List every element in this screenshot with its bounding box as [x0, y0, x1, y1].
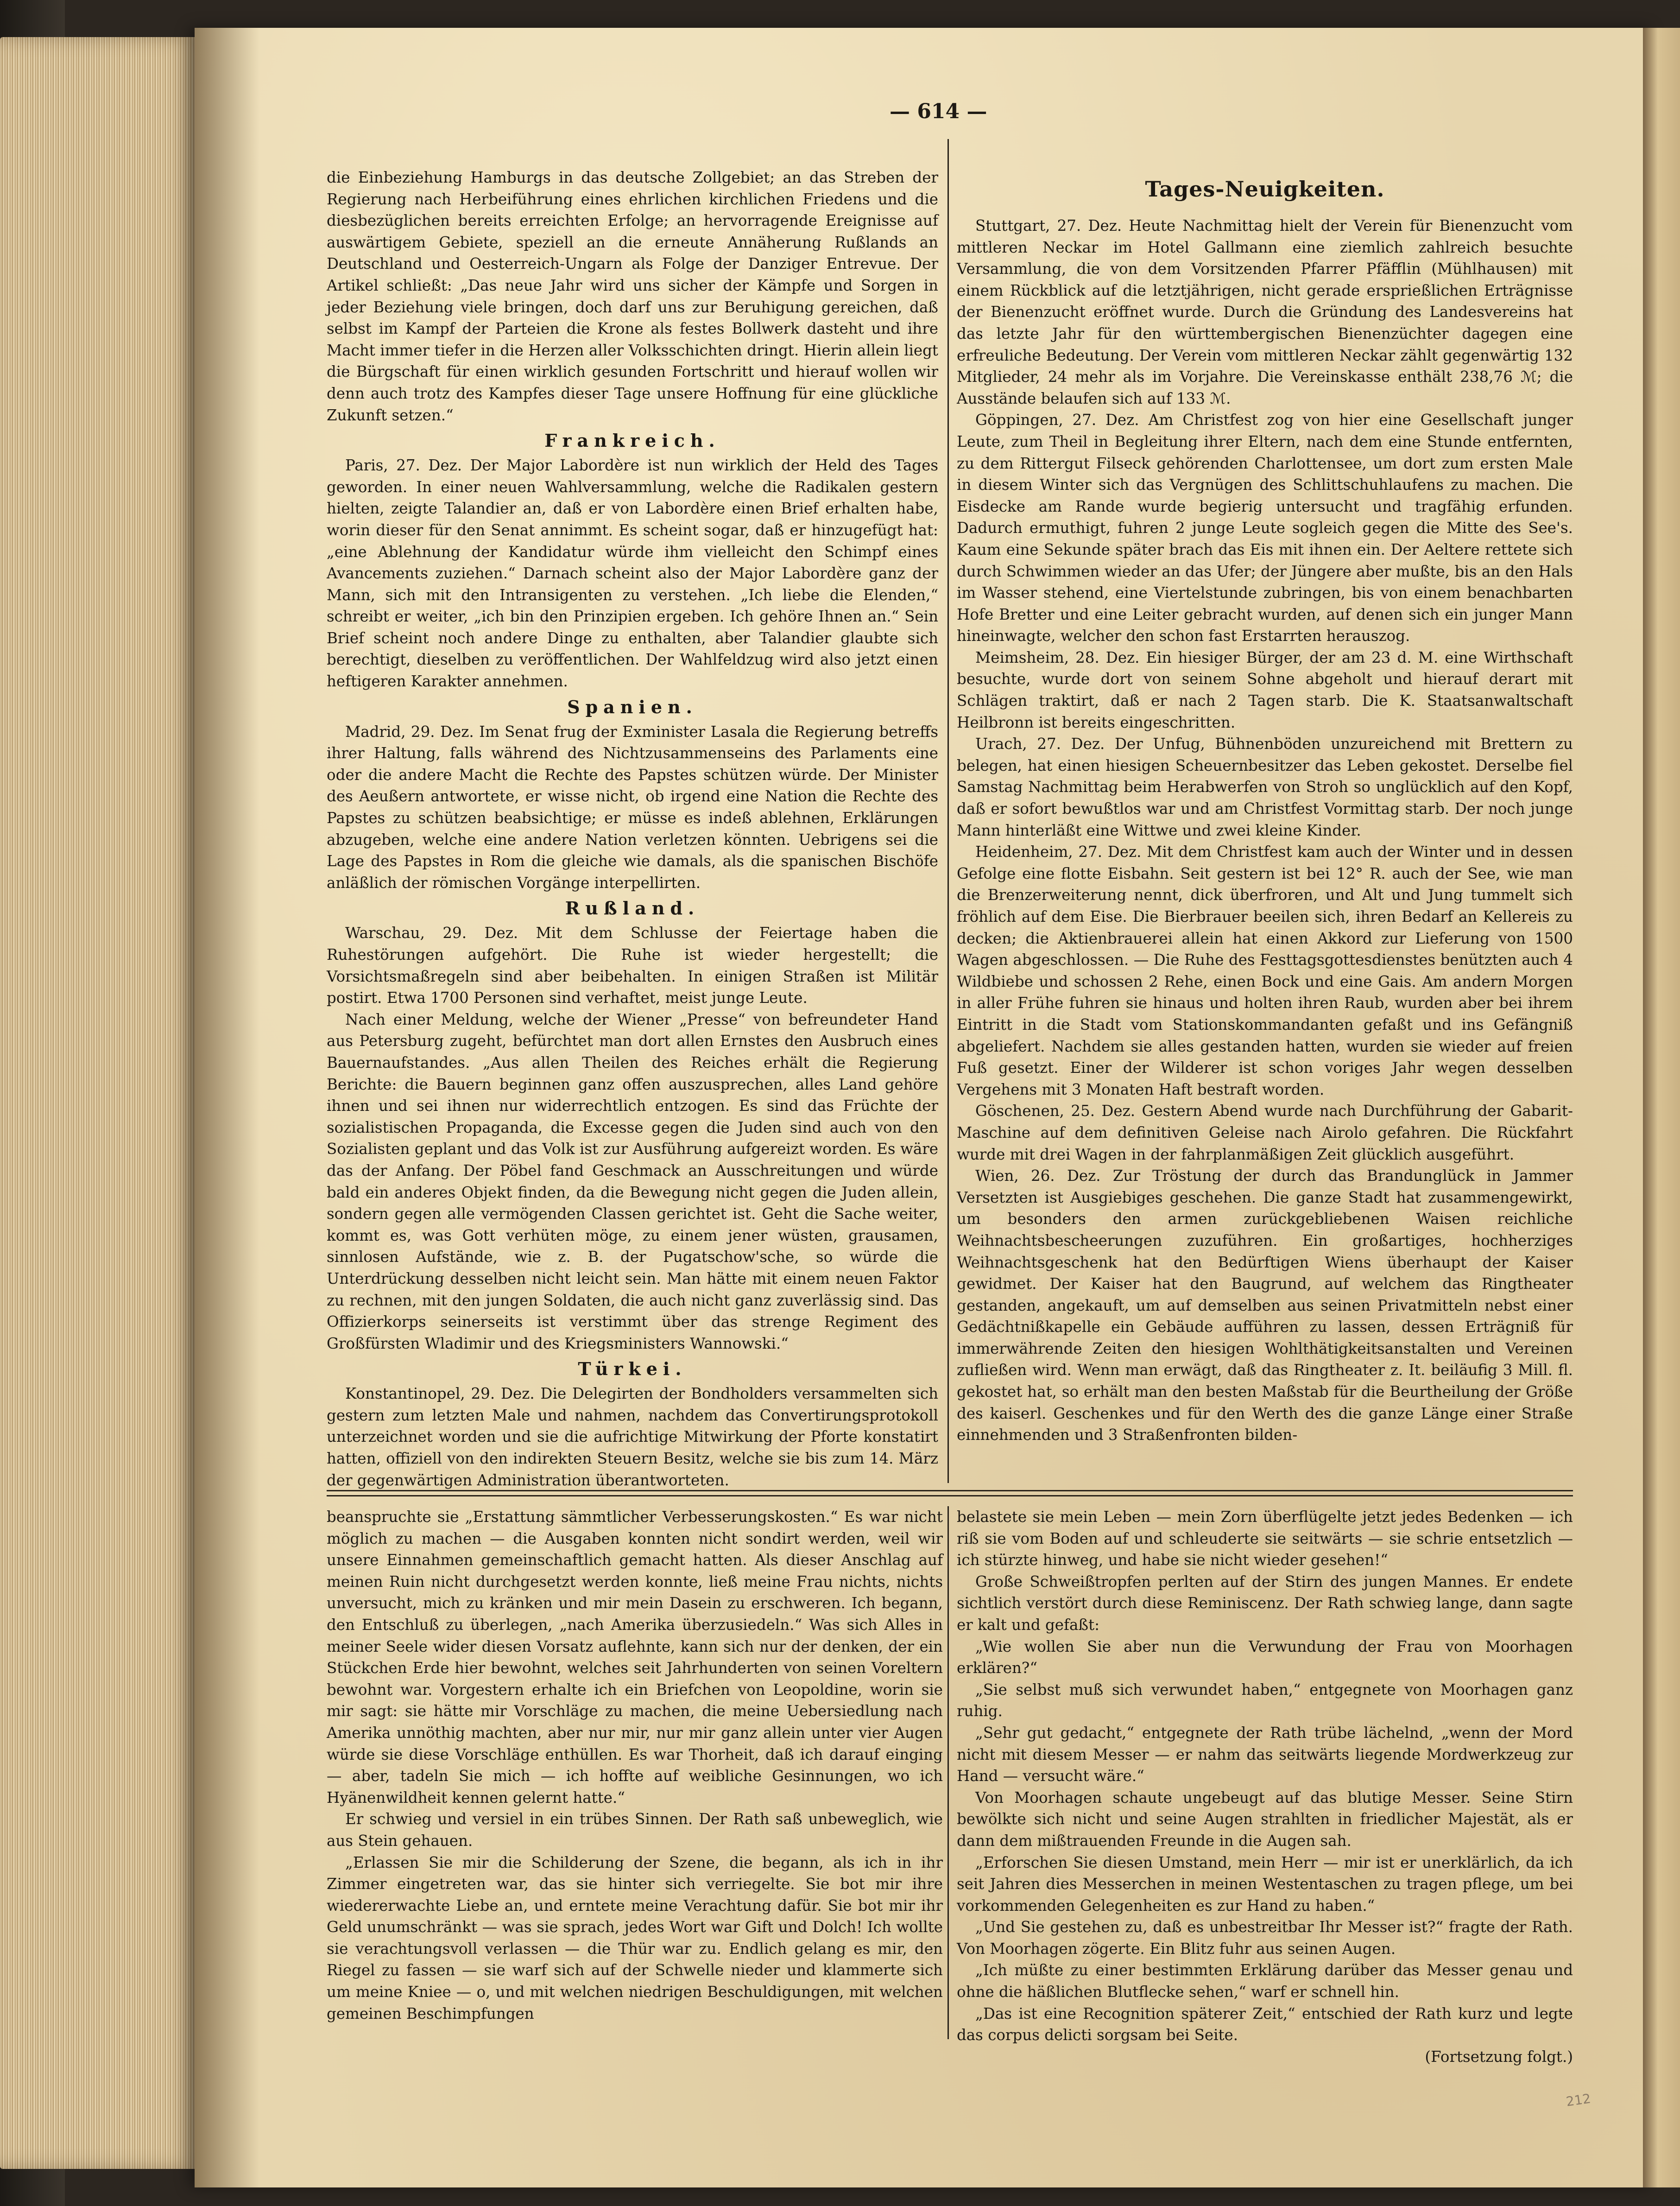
section-title-tages-neuigkeiten: Tages-Neuigkeiten.: [1145, 177, 1385, 202]
article-madrid: Madrid, 29. Dez. Im Senat frug der Exminister Lasala die Regierung betreffs ihrer Haltung, falls während des Nichtzusammenseins des Parlaments eine oder die andere Macht die Rechte des Papstes schützen würde. Der Minister des Aeußern antwortete, er wisse nicht, ob irgend eine Nation die Rechte des Papstes zu schützen beabsichtige; er müsse es indeß ablehnen, Erklärungen abzugeben, welche eine andere Nation verletzen könnten. Uebrigens sei die Lage des Papstes in Rom die gleiche wie damals, als die spanischen Bischöfe anläßlich der römischen Vorgänge interpellirten.: [327, 723, 938, 892]
article-germany-end: die Einbeziehung Hamburgs in das deutsche Zollgebiet; an das Streben der Regierung nach Herbeiführung eines ehrlichen kirchlichen Friedens und die diesbezüglichen bereits erreichten Erfolge; an hervorragende Ereignisse auf auswärtigem Gebiete, speziell an die erneute Annäherung Rußlands an Deutschland und Oesterreich-Ungarn als Folge der Danziger Entrevue. Der Artikel schließt: „Das neue Jahr wird uns sicher der Kämpfe und Sorgen in jeder Beziehung viele bringen, doch darf uns zur Beruhigung gereichen, daß selbst im Kampf der Parteien die Krone als festes Bollwerk dasteht und ihre Macht immer tiefer in die Herzen aller Volksschichten dringt. Hierin allein liegt die Bürgschaft für einen wirklich gesunden Fortschritt und hierauf wollen wir denn auch trotz des Kampfes dieser Tage unsere Hoffnung für eine glückliche Zukunft setzen.“: [327, 169, 938, 424]
feuilleton-paragraph: „Erforschen Sie diesen Umstand, mein Herr — mir ist er unerklärlich, da ich seit Jahren dies Messerchen in meinen Westentaschen zu tragen pflege, um bei vorkommenden Gelegenheiten es zur Hand zu haben.“: [957, 1853, 1573, 1914]
section-heading-russland: Rußland.: [565, 898, 700, 919]
feuilleton-paragraph: „Und Sie gestehen zu, daß es unbestreitbar Ihr Messer ist?“ fragte der Rath. Von Moorhagen zögerte. Ein Blitz fuhr aus seinen Augen.: [957, 1918, 1573, 1958]
feuilleton-paragraph: Von Moorhagen schaute ungebeugt auf das blutige Messer. Seine Stirn bewölkte sich nicht und seine Augen strahlten in friedlicher Majestät, als er dann dem mißtrauenden Freunde in die Augen sah.: [957, 1788, 1573, 1850]
article-urach: Urach, 27. Dez. Der Unfug, Bühnenböden unzureichend mit Brettern zu belegen, hat einen hiesigen Scheuernbesitzer das Leben gekostet. Derselbe fiel Samstag Nachmittag beim Herabwerfen von Stroh so unglücklich auf den Kopf, daß er sofort bewußtlos war und am Christfest Vormittag starb. Der noch junge Mann hinterläßt eine Wittwe und zwei kleine Kinder.: [957, 735, 1573, 839]
column-divider: [947, 139, 949, 1483]
feuilleton-paragraph: beanspruchte sie „Erstattung sämmtlicher Verbesserungskosten.“ Es war nicht möglich zu machen — die Ausgaben konnten nicht sondirt werden, weil wir unsere Einnahmen gemeinschaftlich gemacht hatten. Als dieser Anschlag auf meinen Ruin nicht durchgesetzt werden konnte, ließ meine Frau nichts, nichts unversucht, mich zu kränken und mir mein Dasein zu erschweren. Ich begann, den Entschluß zu überlegen, „nach Amerika überzusiedeln.“ Was sich Alles in meiner Seele wider diesen Vorsatz auflehnte, kann sich nur der denken, der ein Stückchen Erde hier bewohnt, welches seit Jahrhunderten von seinen Voreltern bewohnt war. Vorgestern erhalte ich ein Briefchen von Leopoldine, worin sie mir sagt: sie hätte mir Vorschläge zu machen, die meine Uebersiedlung nach Amerika unnöthig machten, aber nur mir, nur mir ganz allein unter vier Augen würde sie diese Vorschläge enthüllen. Es war Thorheit, daß ich darauf einging — aber, tadeln Sie mich — ich hoffte auf weibliche Gesinnungen, wo ich Hyänenwildheit kennen gelernt hatte.“: [327, 1508, 943, 1807]
article-meimsheim: Meimsheim, 28. Dez. Ein hiesiger Bürger, der am 23 d. M. eine Wirthschaft besuchte, wurde dort von seinem Sohne abgeholt und hierauf derart mit Schlägen traktirt, daß er nach 2 Tagen starb. Die K. Staatsanwaltschaft Heilbronn ist bereits eingeschritten.: [957, 648, 1573, 731]
article-stuttgart: Stuttgart, 27. Dez. Heute Nachmittag hielt der Verein für Bienenzucht vom mittleren Neckar im Hotel Gallmann eine ziemlich zahlreich besuchte Versammlung, die von dem Vorsitzenden Pfarrer Pfäfflin (Mühlhausen) mit einem Rückblick auf die letztjährigen, nicht gerade ersprießlichen Erträgnisse der Bienenzucht eröffnet wurde. Durch die Gründung des Landesvereins hat das letzte Jahr für den württembergischen Bienenzüchter dagegen eine erfreuliche Bedeutung. Der Verein vom mittleren Neckar zählt gegenwärtig 132 Mitglieder, 24 mehr als im Vorjahre. Die Vereinskasse enthält 238,76 ℳ; die Ausstände belaufen sich auf 133 ℳ.: [957, 217, 1573, 407]
feuilleton-paragraph: „Erlassen Sie mir die Schilderung der Szene, die begann, als ich in ihr Zimmer eingetreten war, das sie hinter sich verriegelte. Sie bot mir ihre wiedererwachte Liebe an, und erntete meine Verachtung dafür. Sie bot mir ihr Geld unumschränkt — was sie sprach, jedes Wort war Gift und Dolch! Ich wollte sie verachtungsvoll verlassen — die Thür war zu. Endlich gelang es mir, den Riegel zu fassen — sie warf sich auf der Schwelle nieder und klammerte sich um meine Kniee — o, und mit welchen niedrigen Beschuldigungen, mit welchen gemeinen Beschimpfungen: [327, 1853, 943, 2022]
page-number: — 614 —: [890, 100, 987, 123]
column-daily-news: [957, 176, 1573, 1478]
article-wien: Wien, 26. Dez. Zur Tröstung der durch das Brandunglück in Jammer Versetzten ist Ausgiebiges geschehen. Die ganze Stadt hat zusammengewirkt, um besonders den armen zurückgebliebenen Waisen reichliche Weihnachtsbescheerungen zuzuführen. Ein großartiges, hochherziges Weihnachtsgeschenk hat den Bedürftigen Wiens überhaupt der Kaiser gewidmet. Der Kaiser hat den Baugrund, auf welchem das Ringtheater gestanden, angekauft, um auf demselben aus seinen Privatmitteln nebst einer Gedächtnißkapelle ein Gebäude aufführen zu lassen, dessen Erträgniß für immerwährende Zeiten den hiesigen Wohlthätigkeitsanstalten und Vereinen zufließen wird. Wenn man erwägt, daß das Ringtheater z. It. beiläufig 3 Mill. fl. gekostet hat, so erhält man den besten Maßstab für die Beurtheilung der Größe des kaiserl. Geschenkes und für den Werth des die ganze Länge einer Straße einnehmenden und 3 Straßenfronten bilden-: [957, 1167, 1573, 1444]
article-petersburg: Nach einer Meldung, welche der Wiener „Presse“ von befreundeter Hand aus Petersburg zugeht, befürchtet man dort allen Ernstes den Ausbruch eines Bauernaufstandes. „Aus allen Theilen des Reiches erhält die Regierung Berichte: die Bauern beginnen ganz offen auszusprechen, alles Land gehöre ihnen und sei ihnen nur widerrechtlich entzogen. Es sind das Früchte der sozialistischen Propaganda, die Excesse gegen die Juden sind auch von den Sozialisten geplant und das Volk ist zur Ausführung aufgereizt worden. Es wäre das der Anfang. Der Pöbel fand Geschmack an Ausschreitungen und würde bald ein anderes Objekt finden, da die Bewegung nicht gegen die Juden allein, sondern gegen alle vermögenden Classen gerichtet ist. Geht die Sache weiter, kommt es, was Gott verhüten möge, zu einem jener wüsten, grausamen, sinnlosen Aufstände, wie z. B. der Pugatschow'sche, so würde die Unterdrückung desselben nicht leicht sein. Man hätte mit einem neuen Faktor zu rechnen, mit den jungen Soldaten, die auch nicht ganz zuverlässig sind. Das Offizierkorps seinerseits ist verstimmt über das strenge Regiment des Großfürsten Wladimir und des Kriegsministers Wannowski.“: [327, 1010, 938, 1352]
column-divider-feuilleton: [947, 1506, 949, 2039]
feuilleton-right: [957, 1506, 1573, 2066]
section-heading-tuerkei: Türkei.: [578, 1358, 687, 1380]
feuilleton-paragraph: belastete sie mein Leben — mein Zorn überflügelte jetzt jedes Bedenken — ich riß sie vom Boden auf und schleuderte sie seitwärts — sie schrie entsetzlich — ich stürzte hinweg, und habe sie nicht wieder gesehen!“: [957, 1508, 1573, 1569]
section-heading-frankreich: Frankreich.: [544, 430, 720, 451]
next-page-edge: [1643, 28, 1680, 2187]
feuilleton-left: [327, 1506, 943, 2030]
article-goeppingen: Göppingen, 27. Dez. Am Christfest zog von hier eine Gesellschaft junger Leute, zum Theil in Begleitung ihrer Eltern, nach dem eine Stunde entfernten, zu dem Rittergut Filseck gehörenden Charlottensee, um dort zum ersten Male in diesem Winter sich das Vergnügen des Schlittschuhlaufens zu machen. Die Eisdecke am Rande wurde begierig untersucht und tragfähig erfunden. Dadurch ermuthigt, fuhren 2 junge Leute sogleich gegen die Mitte des See's. Kaum eine Sekunde später brach das Eis mit ihnen ein. Der Aeltere rettete sich durch Schwimmen wieder an das Ufer; der Jüngere aber mußte, bis an den Hals im Wasser stehend, eine Viertelstunde zubringen, bis von einem benachbarten Hofe Bretter und eine Leiter gebracht wurden, auf denen sich ein junger Mann hineinwagte, welcher den schon fast Erstarrten herauszog.: [957, 411, 1573, 645]
feuilleton-paragraph: „Wie wollen Sie aber nun die Verwundung der Frau von Moorhagen erklären?“: [957, 1637, 1573, 1677]
article-goeschenen: Göschenen, 25. Dez. Gestern Abend wurde nach Durchführung der Gabarit-Maschine auf dem definitiven Geleise nach Airolo gefahren. Die Rückfahrt wurde mit drei Wagen in der fahrplanmäßigen Zeit glücklich ausgeführt.: [957, 1102, 1573, 1163]
article-konstantinopel: Konstantinopel, 29. Dez. Die Delegirten der Bondholders versammelten sich gestern zum letzten Male und nahmen, nachdem das Convertirungsprotokoll unterzeichnet worden und sie die aufrichtige Mitwirkung der Pforte konstatirt hatten, offiziell von den indirekten Steuern Besitz, welche sie bis zum 14. März der gegenwärtigen Administration überantworteten.: [327, 1385, 938, 1489]
feuilleton-paragraph: „Sie selbst muß sich verwundet haben,“ entgegnete von Moorhagen ganz ruhig.: [957, 1680, 1573, 1720]
section-heading-spanien: Spanien.: [567, 696, 698, 717]
article-heidenheim: Heidenheim, 27. Dez. Mit dem Christfest kam auch der Winter und in dessen Gefolge eine flotte Eisbahn. Seit gestern ist bei 12° R. auch der See, wie man die Brenzerweiterung nennt, dick überfroren, und Alt und Jung tummelt sich fröhlich auf dem Eise. Die Bierbrauer beeilen sich, ihren Bedarf an Kellereis zu decken; die Aktienbrauerei allein hat einen Akkord zur Lieferung von 1500 Wagen abgeschlossen. — Die Ruhe des Festtagsgottesdienstes benützten auch 4 Wildbiebe und schossen 2 Rehe, einen Bock und eine Gais. Am andern Morgen in aller Frühe fuhren sie hinaus und holten ihren Raub, wurden aber bei ihrem Eintritt in die Stadt vom Stationskommandanten gefaßt und ins Gefängniß abgeliefert. Nachdem sie alles gestanden hatten, wurden sie wieder auf freien Fuß gesetzt. Einer der Wilderer ist schon voriges Jahr wegen desselben Vergehens mit 3 Monaten Haft bestraft worden.: [957, 843, 1573, 1098]
feuilleton-paragraph: „Sehr gut gedacht,“ entgegnete der Rath trübe lächelnd, „wenn der Mord nicht mit diesem Messer — er nahm das seitwärts liegende Mordwerkzeug zur Hand — versucht wäre.“: [957, 1724, 1573, 1785]
feuilleton-paragraph: Er schwieg und versiel in ein trübes Sinnen. Der Rath saß unbeweglich, wie aus Stein gehauen.: [327, 1810, 943, 1850]
book-page-edges: [0, 37, 195, 2169]
column-politics: [327, 167, 938, 1489]
article-paris: Paris, 27. Dez. Der Major Labordère ist nun wirklich der Held des Tages geworden. In einer neuen Wahlversammlung, welche die Radikalen gestern hielten, zeigte Talandier an, daß er von Labordère einen Brief erhalten habe, worin dieser für den Senat annimmt. Es scheint sogar, daß er hinzugefügt hat: „eine Ablehnung der Kandidatur würde ihm vielleicht den Schimpf eines Avancements zuziehen.“ Darnach scheint also der Major Labordère ganz der Mann, sich mit den Intransigenten zu verstehen. „Ich liebe die Elenden,“ schreibt er weiter, „ich bin den Prinzipien ergeben. Ich gehöre Ihnen an.“ Sein Brief scheint noch andere Dinge zu enthalten, aber Talandier glaubte sich berechtigt, dieselben zu veröffentlichen. Der Wahlfeldzug wird also jetzt einen heftigeren Karakter annehmen.: [327, 456, 938, 691]
feuilleton-paragraph: „Ich müßte zu einer bestimmten Erklärung darüber das Messer genau und ohne die häßlichen Blutflecke sehen,“ warf er schnell hin.: [957, 1961, 1573, 2001]
pencil-annotation: 212: [1565, 2091, 1592, 2110]
feuilleton-paragraph: „Das ist eine Recognition späterer Zeit,“ entschied der Rath kurz und legte das corpus delicti sorgsam bei Seite.: [957, 2004, 1573, 2044]
article-warschau: Warschau, 29. Dez. Mit dem Schlusse der Feiertage haben die Ruhestörungen aufgehört. Die Ruhe ist wieder hergestellt; die Vorsichtsmaßregeln sind aber beibehalten. In einigen Straßen ist Militär postirt. Etwa 1700 Personen sind verhaftet, meist junge Leute.: [327, 924, 938, 1007]
feuilleton-paragraph: Große Schweißtropfen perlten auf der Stirn des jungen Mannes. Er endete sichtlich verstört durch diese Reminiscenz. Der Rath schwieg lange, dann sagte er kalt und gefaßt:: [957, 1572, 1573, 1634]
continuation-note: (Fortsetzung folgt.): [1425, 2048, 1573, 2066]
